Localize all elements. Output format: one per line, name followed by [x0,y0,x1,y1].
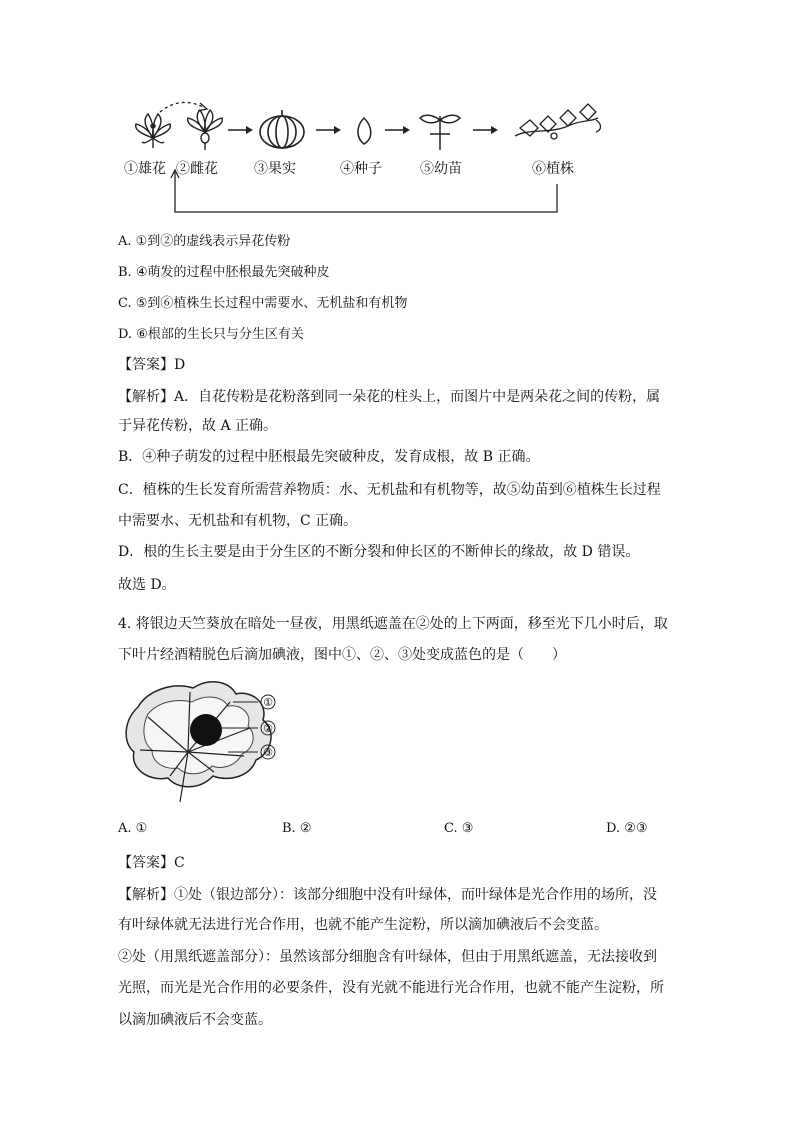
q3-analysis-line: C．植株的生长发育所需营养物质：水、无机盐和有机物等，故⑤幼苗到⑥植株生长过程 [118,482,661,498]
diagram-label: ③果实 [254,161,296,177]
q4-answer: 【答案】C [118,855,185,871]
q4-analysis-line: 以滴加碘液后不会变蓝。 [118,1012,272,1028]
seed-icon [358,118,371,144]
cycle-return-arrow [175,172,557,212]
q4-analysis-line: 有叶绿体就无法进行光合作用，也就不能产生淀粉，所以滴加碘液后不会变蓝。 [118,917,608,933]
black-paper-cover [190,714,222,746]
q4-stem-line: 4. 将银边天竺葵放在暗处一昼夜，用黑纸遮盖在②处的上下两面，移至光下几小时后，取 [118,616,668,632]
q3-analysis-line: 故选 D。 [118,577,176,593]
q4-stem-line: 下叶片经酒精脱色后滴加碘液，图中①、②、③处变成蓝色的是（ ） [118,647,566,663]
diagram-label: ①雄花 [124,161,166,177]
q4-analysis-line: 【解析】①处（银边部分）：该部分细胞中没有叶绿体，而叶绿体是光合作用的场所，没 [118,887,657,903]
q4-option-a: A. ① [118,821,148,836]
diagram-label: ②雌花 [176,161,218,177]
pumpkin-fruit-icon [260,110,304,148]
q3-answer: 【答案】D [118,357,186,373]
q3-analysis-line: 于异花传粉，故 A 正确。 [118,418,278,434]
q4-option-c: C. ③ [444,821,474,836]
seedling-icon [420,115,460,150]
q3-option-c: C. ⑤到⑥植株生长过程中需要水、无机盐和有机物 [118,296,408,311]
q4-option-b: B. ② [282,821,312,836]
female-flower-icon [188,110,223,150]
leaf-label-2: ② [263,722,273,735]
q3-analysis-line: 中需要水、无机盐和有机物，C 正确。 [118,513,358,529]
leaf-label-1: ① [263,696,273,709]
leaf-label-3: ③ [263,746,273,759]
q3-option-b: B. ④萌发的过程中胚根最先突破种皮 [118,265,330,280]
q4-option-d: D. ②③ [606,821,648,836]
leaf-diagram [118,672,288,807]
q3-option-a: A. ①到②的虚线表示异花传粉 [118,234,291,249]
q4-analysis-line: 光照，而光是光合作用的必要条件，没有光就不能进行光合作用，也就不能产生淀粉，所 [118,980,664,996]
diagram-label: ⑤幼苗 [420,161,462,177]
q3-option-d: D. ⑥根部的生长只与分生区有关 [118,327,304,342]
q4-analysis-line: ②处（用黑纸遮盖部分）：虽然该部分细胞含有叶绿体，但由于用黑纸遮盖，无法接收到 [118,949,657,965]
q3-analysis-line: 【解析】A．自花传粉是花粉落到同一朵花的柱头上，而图片中是两朵花之间的传粉，属 [118,389,661,405]
male-flower-icon [136,114,171,148]
q3-analysis-line: B．④种子萌发的过程中胚根最先突破种皮，发育成根，故 B 正确。 [118,449,540,465]
diagram-label: ④种子 [340,161,382,177]
mature-plant-icon [515,104,601,139]
q3-analysis-line: D．根的生长主要是由于分生区的不断分裂和伸长区的不断伸长的缘故，故 D 错误。 [118,544,640,560]
diagram-label: ⑥植株 [532,161,574,177]
